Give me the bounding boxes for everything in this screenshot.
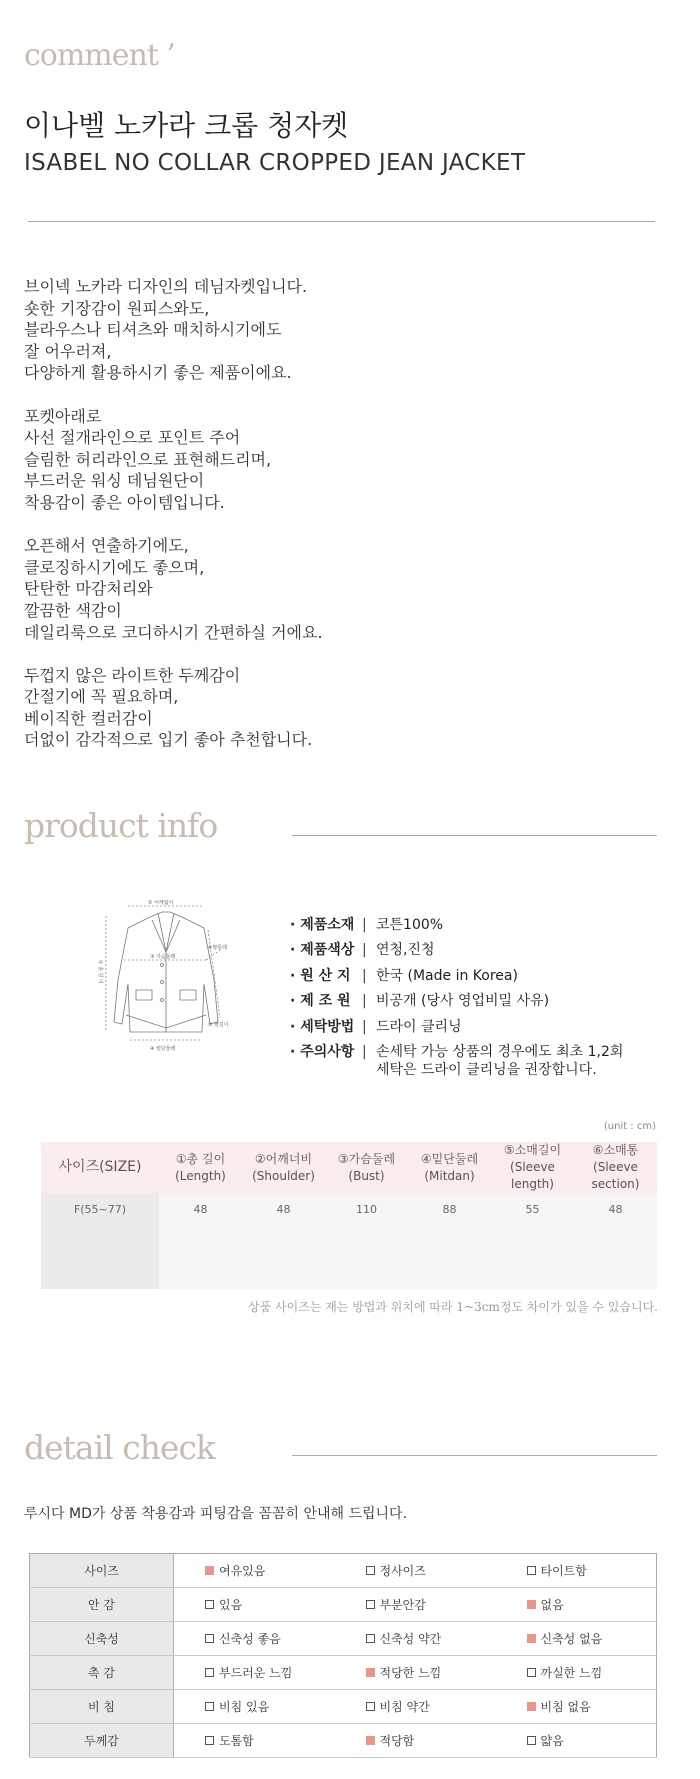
description-line: 사선 절개라인으로 포인트 주어	[24, 428, 241, 448]
description-line: 슬림한 허리라인으로 표현해드리며,	[24, 449, 272, 469]
checked-box-icon	[527, 1702, 536, 1711]
info-label: · 원 산 지	[290, 967, 351, 984]
check-option-cell	[335, 1690, 496, 1724]
size-column-header	[574, 1142, 657, 1193]
info-row	[290, 989, 623, 1014]
unit-label: (unit : cm)	[603, 1121, 656, 1132]
check-option-label: 비침 없음	[540, 1700, 591, 1714]
check-option-label: 부드러운 느낌	[219, 1666, 293, 1680]
size-column-header	[408, 1142, 491, 1193]
info-row	[290, 938, 623, 963]
check-option-label: 적당함	[379, 1734, 415, 1748]
check-option-cell	[174, 1724, 335, 1758]
size-cell: F(55~77)	[41, 1193, 159, 1289]
diagram-label-sleeve-section: ⑥팔통레	[208, 945, 227, 951]
unchecked-box-icon	[205, 1702, 214, 1711]
check-category: 촉 감	[30, 1656, 174, 1690]
checked-box-icon	[527, 1600, 536, 1609]
description-line: 포켓아래로	[24, 406, 102, 426]
size-column-header	[159, 1142, 242, 1193]
unchecked-box-icon	[527, 1736, 536, 1745]
product-title-korean: 이나벨 노카라 크롭 청자켓	[24, 109, 349, 142]
product-info-heading: product info	[24, 806, 218, 845]
check-option	[174, 1732, 335, 1749]
info-separator: |	[362, 1043, 367, 1060]
check-row	[30, 1690, 657, 1724]
unchecked-box-icon	[205, 1668, 214, 1677]
size-cell: 88	[408, 1193, 491, 1289]
description-line: 잘 어우러져,	[24, 341, 112, 361]
header-line: ⑥소매통	[592, 1143, 639, 1157]
description-paragraph	[24, 665, 323, 751]
check-category: 사이즈	[30, 1554, 174, 1588]
info-separator: |	[362, 917, 367, 933]
check-option	[496, 1562, 657, 1579]
size-cell: 55	[491, 1193, 574, 1289]
check-option	[496, 1630, 657, 1647]
check-option-cell	[174, 1622, 335, 1656]
description-line: 착용감이 좋은 아이템입니다.	[24, 492, 225, 512]
description-line: 탄탄한 마감처리와	[24, 579, 153, 599]
checked-box-icon	[205, 1566, 214, 1575]
info-label: · 세탁방법	[290, 1018, 355, 1035]
check-option	[496, 1732, 657, 1749]
check-option	[335, 1562, 496, 1579]
divider	[28, 221, 655, 222]
size-cell: 110	[325, 1193, 408, 1289]
detail-check-heading: detail check	[24, 1428, 215, 1467]
check-option	[174, 1562, 335, 1579]
info-value: 손세탁 가능 상품의 경우에도 최초 1,2회	[376, 1043, 624, 1060]
diagram-label-shoulder: ② 어깨넓이	[148, 900, 174, 906]
size-column-header	[242, 1142, 325, 1193]
description-line: 클로징하시기에도 좋으며,	[24, 557, 205, 577]
check-option	[174, 1630, 335, 1647]
check-row	[30, 1622, 657, 1656]
check-option	[496, 1664, 657, 1681]
unchecked-box-icon	[527, 1668, 536, 1677]
check-option	[174, 1664, 335, 1681]
check-option-label: 있음	[219, 1598, 243, 1612]
description-line: 오픈해서 연출하기에도,	[24, 536, 189, 556]
unchecked-box-icon	[205, 1600, 214, 1609]
check-option-label: 여유있음	[219, 1564, 266, 1578]
size-column-header	[41, 1142, 159, 1193]
check-option-cell	[174, 1554, 335, 1588]
check-option-label: 신축성 없음	[540, 1632, 603, 1646]
info-separator: |	[362, 942, 367, 959]
check-option-label: 신축성 좋음	[219, 1632, 281, 1646]
description-paragraph	[24, 406, 323, 514]
info-value-continued: 세탁은 드라이 클리닝을 권장합니다.	[376, 1062, 597, 1079]
description-line: 브이넥 노카라 디자인의 데님자켓입니다.	[24, 277, 308, 296]
check-option	[335, 1664, 496, 1681]
check-option-label: 비침 약간	[379, 1700, 430, 1714]
diagram-label-hem: ④ 밑단둘레	[150, 1046, 176, 1052]
info-separator: |	[362, 967, 367, 984]
info-row	[290, 1015, 623, 1040]
check-option-cell	[174, 1588, 335, 1622]
info-value: 비공개 (당사 영업비밀 사유)	[376, 993, 550, 1010]
check-option	[496, 1596, 657, 1613]
unchecked-box-icon	[366, 1634, 375, 1643]
comment-heading: comment ’	[24, 38, 175, 73]
check-option-cell	[496, 1622, 657, 1656]
check-option	[335, 1630, 496, 1647]
header-line: 사이즈(SIZE)	[58, 1159, 142, 1175]
header-line: (Sleeve section)	[591, 1160, 640, 1191]
check-option-cell	[174, 1656, 335, 1690]
check-row	[30, 1554, 657, 1588]
header-line: ④밑단둘레	[420, 1151, 479, 1166]
description-line: 깔끔한 색감이	[24, 600, 122, 620]
description-paragraph	[24, 276, 323, 384]
check-category: 안 감	[30, 1588, 174, 1622]
info-value: 연청,진청	[376, 942, 435, 959]
header-line: (Bust)	[348, 1168, 385, 1183]
size-table	[41, 1142, 657, 1289]
unchecked-box-icon	[527, 1566, 536, 1575]
info-value: 코튼100%	[376, 917, 444, 933]
info-separator: |	[362, 1018, 367, 1035]
check-option-label: 얇음	[540, 1734, 564, 1748]
check-option-label: 적당한 느낌	[379, 1666, 442, 1680]
size-cell: 48	[159, 1193, 242, 1289]
header-line: (Mitdan)	[424, 1168, 475, 1183]
info-row	[290, 964, 623, 989]
check-option	[174, 1698, 335, 1715]
check-option-cell	[335, 1588, 496, 1622]
checked-box-icon	[366, 1668, 375, 1677]
check-option-cell	[496, 1656, 657, 1690]
unchecked-box-icon	[205, 1736, 214, 1745]
check-option-label: 까실한 느낌	[540, 1666, 603, 1680]
divider	[292, 1455, 657, 1456]
size-cell: 48	[242, 1193, 325, 1289]
check-option-cell	[174, 1690, 335, 1724]
info-separator: |	[362, 993, 367, 1010]
check-option-cell	[496, 1724, 657, 1758]
check-row	[30, 1724, 657, 1758]
description-line: 블라우스나 티셔츠와 매치하시기에도	[24, 320, 282, 340]
check-option-cell	[496, 1690, 657, 1724]
check-option	[335, 1596, 496, 1613]
check-category: 두께감	[30, 1724, 174, 1758]
check-option-cell	[335, 1554, 496, 1588]
check-option-cell	[496, 1588, 657, 1622]
unchecked-box-icon	[366, 1566, 375, 1575]
jacket-measurement-diagram	[96, 900, 236, 1052]
info-row	[290, 913, 623, 938]
check-category: 신축성	[30, 1622, 174, 1656]
size-note: 상품 사이즈는 재는 방법과 위치에 따라 1~3cm정도 차이가 있을 수 있습니다.	[248, 1300, 658, 1314]
check-row	[30, 1588, 657, 1622]
detail-check-intro: 루시다 MD가 상품 착용감과 피팅감을 꼼꼼히 안내해 드립니다.	[24, 1506, 408, 1522]
description-paragraph	[24, 535, 323, 643]
description-line: 더없이 감각적으로 입기 좋아 추천합니다.	[24, 730, 313, 750]
check-option-cell	[335, 1622, 496, 1656]
header-line: ③가슴둘레	[337, 1151, 396, 1166]
description-line: 숏한 기장감이 원피스와도,	[24, 298, 210, 318]
info-label: · 제품소재	[290, 917, 355, 933]
check-option-label: 신축성 약간	[379, 1632, 442, 1646]
size-column-header	[491, 1142, 574, 1193]
check-option-label: 없음	[540, 1598, 564, 1612]
description-line: 베이직한 컬러감이	[24, 708, 153, 728]
header-line: ⑤소매길이	[503, 1143, 562, 1157]
info-label: · 제 조 원	[290, 993, 351, 1010]
check-category: 비 침	[30, 1690, 174, 1724]
check-option-cell	[335, 1656, 496, 1690]
description-line: 다양하게 활용하시기 좋은 제품이에요.	[24, 363, 292, 383]
checked-box-icon	[527, 1634, 536, 1643]
header-line: ①총 길이	[175, 1151, 226, 1166]
check-option	[496, 1698, 657, 1715]
info-value: 드라이 클리닝	[376, 1018, 462, 1035]
check-option-label: 부분안감	[379, 1598, 426, 1612]
size-cell: 48	[574, 1193, 657, 1289]
description-line: 두껍지 않은 라이트한 두께감이	[24, 665, 241, 685]
info-value: 한국 (Made in Korea)	[376, 967, 518, 984]
check-row	[30, 1656, 657, 1690]
description-line: 간절기에 꼭 필요하며,	[24, 687, 179, 707]
check-option	[335, 1698, 496, 1715]
unchecked-box-icon	[205, 1634, 214, 1643]
diagram-label-sleeve: ⑤ 팔길이	[208, 1022, 229, 1028]
description-line: 데일리룩으로 코디하시기 간편하실 거에요.	[24, 622, 323, 642]
header-line: (Shoulder)	[252, 1168, 315, 1183]
check-option-label: 정사이즈	[379, 1564, 426, 1578]
check-option-cell	[496, 1554, 657, 1588]
product-description	[24, 276, 323, 773]
diagram-label-length: ① 총 길 이	[97, 960, 103, 984]
check-option-label: 비침 있음	[219, 1700, 270, 1714]
check-option-cell	[335, 1724, 496, 1758]
size-column-header	[325, 1142, 408, 1193]
unchecked-box-icon	[366, 1600, 375, 1609]
table-row	[41, 1193, 657, 1289]
size-table-header	[41, 1142, 657, 1193]
diagram-label-bust: ③ 가슴둘레	[150, 954, 176, 960]
detail-check-table	[29, 1553, 657, 1758]
header-line: (Sleeve length)	[510, 1160, 555, 1191]
header-line: (Length)	[175, 1168, 226, 1183]
header-line: ②어깨너비	[254, 1151, 313, 1166]
checked-box-icon	[366, 1736, 375, 1745]
info-label: · 주의사항	[290, 1043, 355, 1060]
product-title-english: ISABEL NO COLLAR CROPPED JEAN JACKET	[24, 150, 526, 176]
check-option-label: 도톰함	[219, 1734, 254, 1748]
divider	[292, 835, 657, 836]
check-option-label: 타이트함	[540, 1564, 587, 1578]
check-option	[174, 1596, 335, 1613]
info-label: · 제품색상	[290, 942, 355, 959]
description-line: 부드러운 워싱 데님원단이	[24, 471, 205, 491]
product-info-list	[290, 913, 623, 1079]
check-option	[335, 1732, 496, 1749]
unchecked-box-icon	[366, 1702, 375, 1711]
